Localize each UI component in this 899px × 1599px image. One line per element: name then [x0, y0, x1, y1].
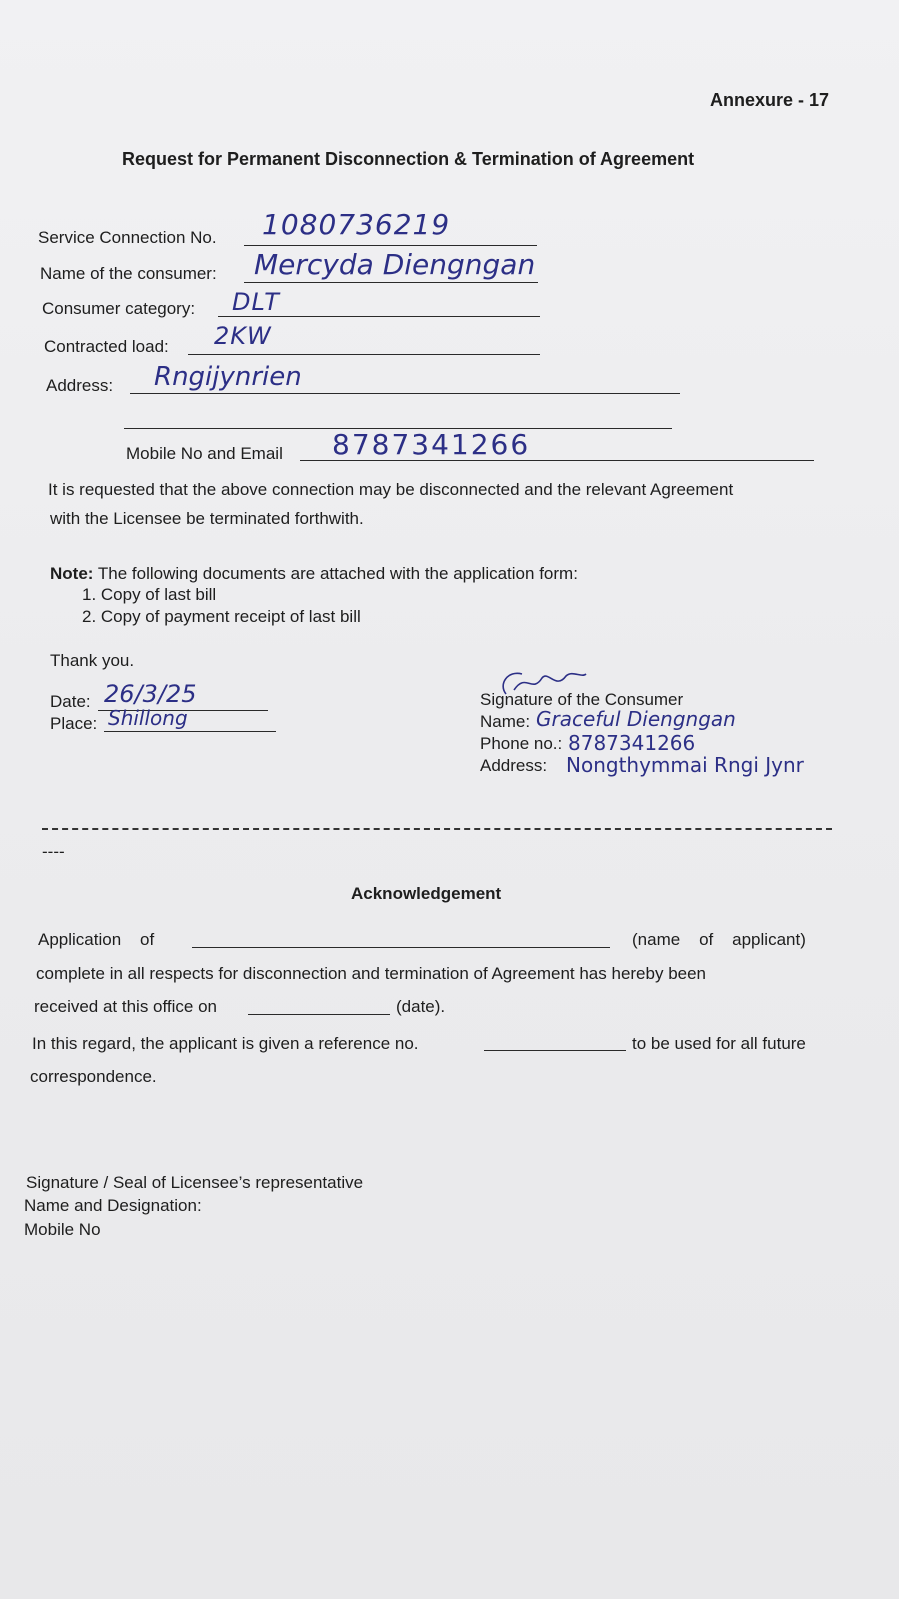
- note-item-1: 1. Copy of last bill: [82, 585, 217, 604]
- note-label: Note:: [50, 564, 94, 583]
- signature-phone-value[interactable]: 8787341266: [568, 731, 696, 755]
- ack-complete-text: complete in all respects for disconnection and termination of Agreement has hereby been: [36, 964, 707, 983]
- signature-phone-label: Phone no.:: [480, 734, 563, 753]
- note-item-2: 2. Copy of payment receipt of last bill: [82, 607, 361, 626]
- consumer-name-line: [244, 282, 538, 283]
- address-label: Address:: [46, 376, 114, 395]
- address-line: [130, 393, 680, 394]
- form-title: Request for Permanent Disconnection & Termination of Agreement: [122, 149, 695, 169]
- signature-name-label: Name:: [480, 712, 531, 731]
- ack-applicant-name-line[interactable]: [192, 947, 610, 948]
- ack-date-label: (date).: [396, 997, 446, 1016]
- consumer-category-line: [218, 316, 540, 317]
- licensee-name-label: Name and Designation:: [24, 1196, 202, 1215]
- signature-label: Signature of the Consumer: [480, 690, 684, 709]
- signature-address-value[interactable]: Nongthymmai Rngi Jynr: [566, 753, 804, 777]
- mobile-email-label: Mobile No and Email: [126, 444, 283, 463]
- note-text: The following documents are attached with the application form:: [97, 564, 578, 583]
- ack-date-line[interactable]: [248, 1014, 390, 1015]
- date-value[interactable]: 26/3/25: [104, 680, 197, 708]
- ack-correspondence-text: correspondence.: [30, 1067, 157, 1086]
- place-line: [104, 731, 276, 732]
- mobile-email-value[interactable]: 8787341266: [332, 428, 531, 461]
- place-label: Place:: [50, 714, 98, 733]
- service-connection-label: Service Connection No.: [38, 228, 217, 247]
- request-text-line1: It is requested that the above connection may be disconnected and the relevant Agreement: [48, 480, 734, 499]
- separator-dash-tail: ----: [42, 842, 65, 861]
- annexure-label: Annexure - 17: [710, 90, 830, 110]
- consumer-category-value[interactable]: DLT: [232, 288, 280, 316]
- signature-name-value[interactable]: Graceful Diengngan: [536, 707, 736, 731]
- note-block: [50, 564, 578, 584]
- contracted-load-value[interactable]: 2KW: [214, 322, 272, 350]
- thank-you-text: Thank you.: [50, 651, 135, 670]
- ack-received-text: received at this office on: [34, 997, 218, 1016]
- place-value[interactable]: Shillong: [108, 706, 188, 730]
- consumer-name-value[interactable]: Mercyda Diengngan: [254, 248, 536, 281]
- ack-future-text: to be used for all future: [632, 1034, 806, 1053]
- separator-dashed-line: [42, 828, 832, 830]
- ack-name-of-applicant: (name of applicant): [632, 930, 806, 949]
- licensee-mobile-label: Mobile No: [24, 1220, 101, 1239]
- request-text-line2: with the Licensee be terminated forthwith.: [50, 509, 364, 528]
- contracted-load-label: Contracted load:: [44, 337, 169, 356]
- date-label: Date:: [50, 692, 91, 711]
- ack-reference-text: In this regard, the applicant is given a reference no.: [32, 1034, 419, 1053]
- address-value[interactable]: Rngijynrien: [154, 362, 302, 392]
- consumer-category-label: Consumer category:: [42, 299, 196, 318]
- consumer-name-label: Name of the consumer:: [40, 264, 217, 283]
- ack-reference-line[interactable]: [484, 1050, 626, 1051]
- licensee-signature-label: Signature / Seal of Licensee’s representative: [26, 1173, 364, 1192]
- ack-application-of: Application of: [38, 930, 155, 949]
- service-connection-line: [244, 245, 537, 246]
- signature-address-label: Address:: [480, 756, 548, 775]
- service-connection-value[interactable]: 1080736219: [262, 208, 451, 241]
- acknowledgement-title: Acknowledgement: [351, 884, 502, 903]
- contracted-load-line: [188, 354, 540, 355]
